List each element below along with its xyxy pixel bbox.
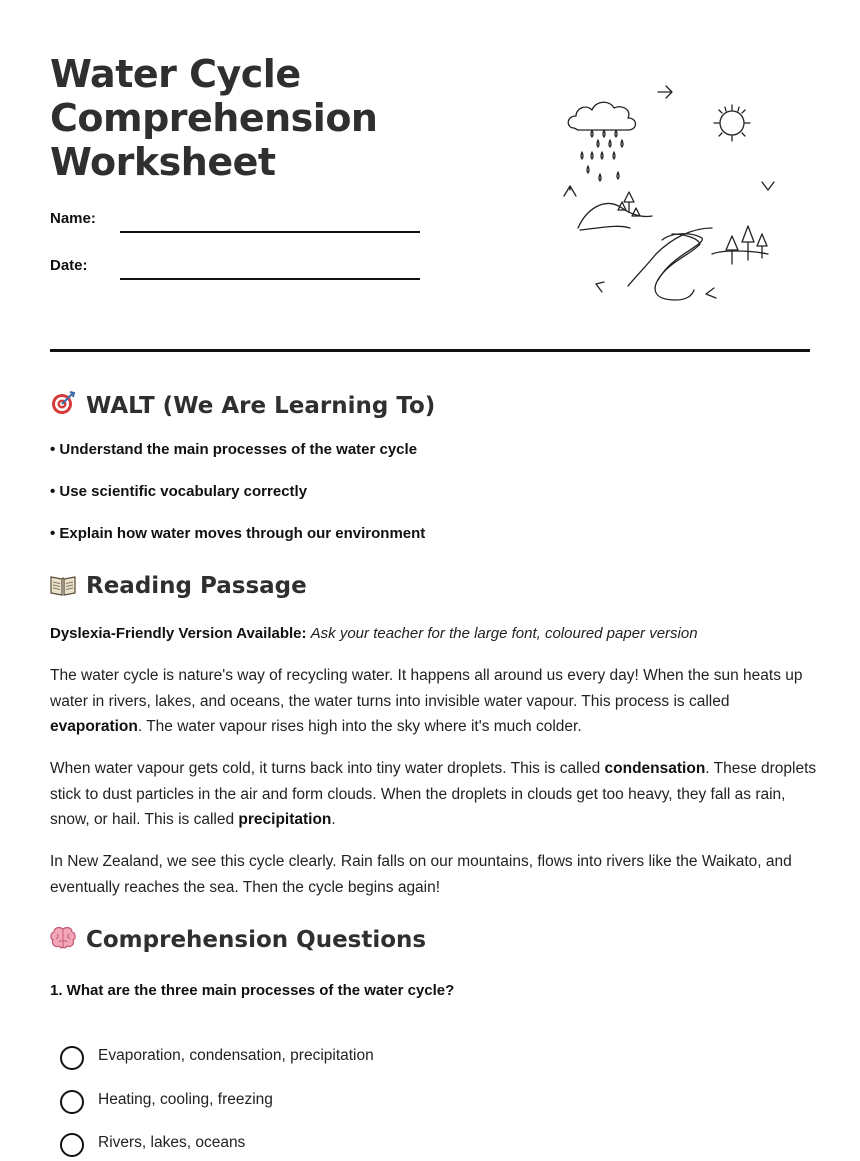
title-line: Comprehension xyxy=(50,96,378,140)
date-label: Date: xyxy=(50,257,88,274)
reading-heading xyxy=(50,573,307,602)
radio-button[interactable] xyxy=(60,1133,84,1157)
radio-button[interactable] xyxy=(60,1090,84,1114)
name-line[interactable] xyxy=(120,231,420,233)
title-line: Water Cycle xyxy=(50,52,301,96)
questions-heading-text: Comprehension Questions xyxy=(86,927,427,953)
key-term: evaporation xyxy=(50,718,138,735)
water-cycle-sketch-icon xyxy=(552,78,780,308)
walt-item: • Understand the main processes of the water cycle xyxy=(50,441,418,458)
open-book-icon xyxy=(50,574,78,602)
passage-text: The water cycle is nature's way of recycling water. It happens all around us every day! When the sun heats up water in rivers, lakes, and oceans, the water turns into invisible water vapour. This process is called xyxy=(50,667,803,710)
page-title xyxy=(50,52,470,184)
title-line: Worksheet xyxy=(50,140,276,184)
name-field[interactable] xyxy=(50,210,420,240)
date-line[interactable] xyxy=(120,278,420,280)
passage-paragraph xyxy=(50,849,820,900)
passage-text: In New Zealand, we see this cycle clearly. Rain falls on our mountains, flows into rivers like the Waikato, and eventually reaches the sea. Then the cycle begins again! xyxy=(50,853,792,896)
section-divider xyxy=(50,349,810,352)
passage-paragraph xyxy=(50,663,820,740)
questions-heading xyxy=(50,926,426,956)
walt-item: • Explain how water moves through our environment xyxy=(50,525,426,542)
name-label: Name: xyxy=(50,210,96,227)
walt-heading xyxy=(50,390,435,422)
key-term: precipitation xyxy=(238,811,332,828)
option-label: Heating, cooling, freezing xyxy=(98,1091,273,1108)
dyslexia-note xyxy=(50,625,698,642)
passage-paragraph xyxy=(50,756,820,833)
question-1: 1. What are the three main processes of the water cycle? xyxy=(50,982,455,999)
passage-text: . xyxy=(331,811,336,828)
passage-text: . These droplets stick to dust particles in the air and form clouds. When the droplets in clouds get too heavy, they fall as rain, snow, or hail. This is called xyxy=(50,760,817,828)
dyslexia-text: Ask your teacher for the large font, coloured paper version xyxy=(310,625,698,642)
dyslexia-label: Dyslexia-Friendly Version Available: xyxy=(50,625,307,642)
radio-button[interactable] xyxy=(60,1046,84,1070)
passage-text: When water vapour gets cold, it turns back into tiny water droplets. This is called xyxy=(50,760,605,777)
walt-item: • Use scientific vocabulary correctly xyxy=(50,483,308,500)
walt-heading-text: WALT (We Are Learning To) xyxy=(86,393,436,419)
option-label: Rivers, lakes, oceans xyxy=(98,1134,246,1151)
reading-heading-text: Reading Passage xyxy=(86,573,307,599)
target-icon xyxy=(50,390,78,422)
date-field[interactable] xyxy=(50,257,420,287)
option-label: Evaporation, condensation, precipitation xyxy=(98,1047,374,1064)
passage-text: . The water vapour rises high into the sky where it's much colder. xyxy=(137,718,582,735)
key-term: condensation xyxy=(604,760,706,777)
brain-icon xyxy=(50,926,78,956)
